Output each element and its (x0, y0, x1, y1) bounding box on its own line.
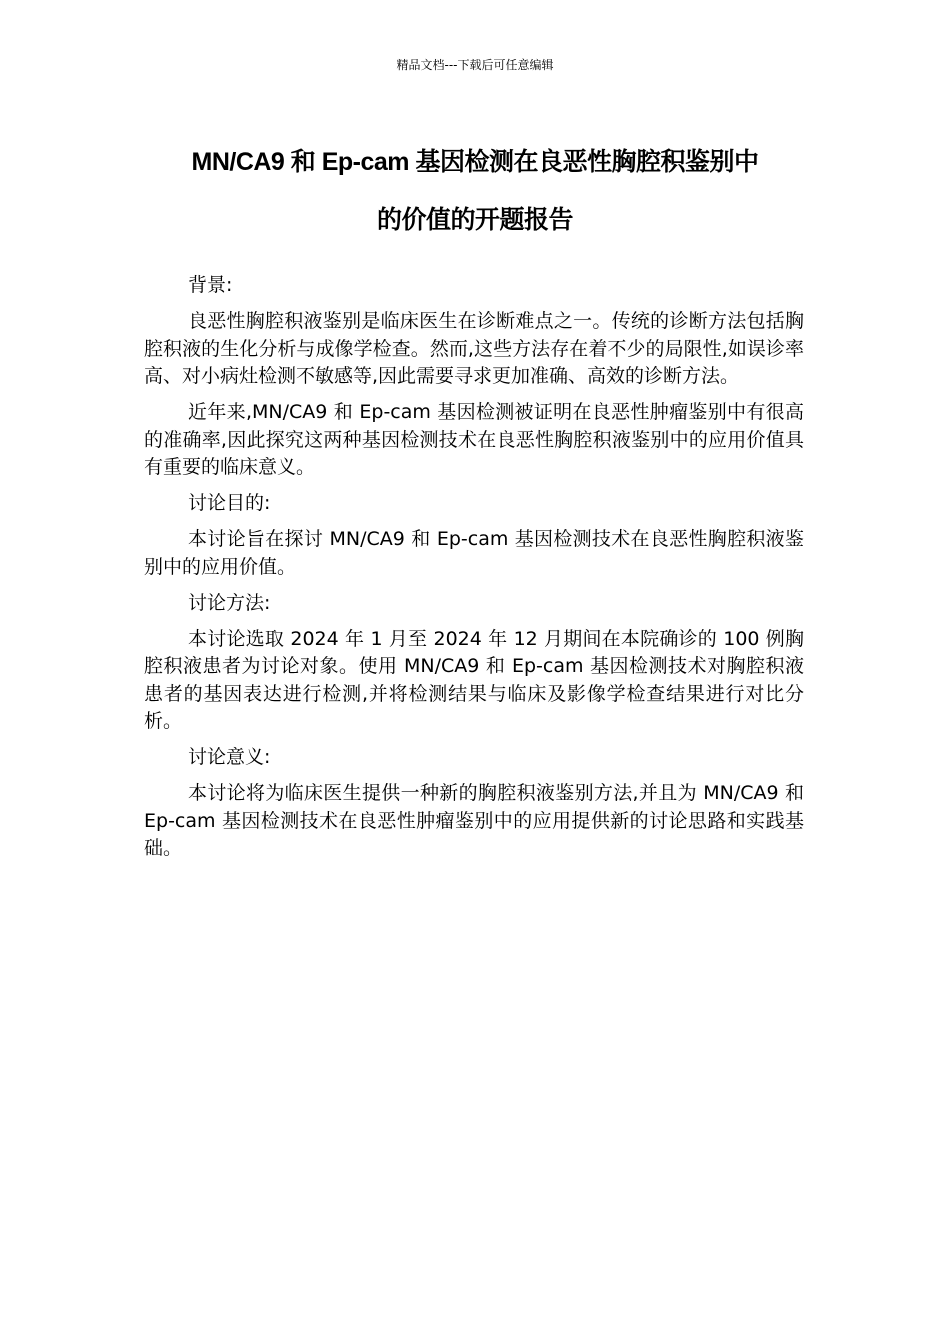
page-header: 精品文档---下载后可任意编辑 (396, 58, 554, 72)
document-title-line-1: MN/CA9 和 Ep-cam 基因检测在良恶性胸腔积鉴别中 (191, 148, 759, 176)
document-body (144, 272, 804, 871)
significance-heading: 讨论意义: (188, 746, 271, 768)
background-paragraph-1: 良恶性胸腔积液鉴别是临床医生在诊断难点之一。传统的诊断方法包括胸腔积液的生化分析与成像学检查。然而,这些方法存在着不少的局限性,如误诊率高、对小病灶检测不敏感等,因此需要寻求更加准确、高效的诊断方法。 (144, 310, 804, 387)
document-title (120, 133, 830, 249)
method-paragraph: 本讨论选取 2024 年 1 月至 2024 年 12 月期间在本院确诊的 100 例胸腔积液患者为讨论对象。使用 MN/CA9 和 Ep-cam 基因检测技术对胸腔积液患者的基因表达进行检测,并将检测结果与临床及影像学检查结果进行对比分析。 (144, 627, 804, 732)
purpose-heading: 讨论目的: (188, 492, 271, 514)
background-paragraph-2: 近年来,MN/CA9 和 Ep-cam 基因检测被证明在良恶性肿瘤鉴别中有很高的准确率,因此探究这两种基因检测技术在良恶性胸腔积液鉴别中的应用价值具有重要的临床意义。 (144, 401, 804, 478)
document-title-line-2: 的价值的开题报告 (376, 206, 573, 234)
significance-paragraph: 本讨论将为临床医生提供一种新的胸腔积液鉴别方法,并且为 MN/CA9 和 Ep-cam 基因检测技术在良恶性肿瘤鉴别中的应用提供新的讨论思路和实践基础。 (144, 782, 804, 859)
purpose-paragraph: 本讨论旨在探讨 MN/CA9 和 Ep-cam 基因检测技术在良恶性胸腔积液鉴别中的应用价值。 (144, 528, 804, 578)
method-heading: 讨论方法: (188, 591, 271, 614)
background-heading: 背景: (188, 274, 233, 296)
